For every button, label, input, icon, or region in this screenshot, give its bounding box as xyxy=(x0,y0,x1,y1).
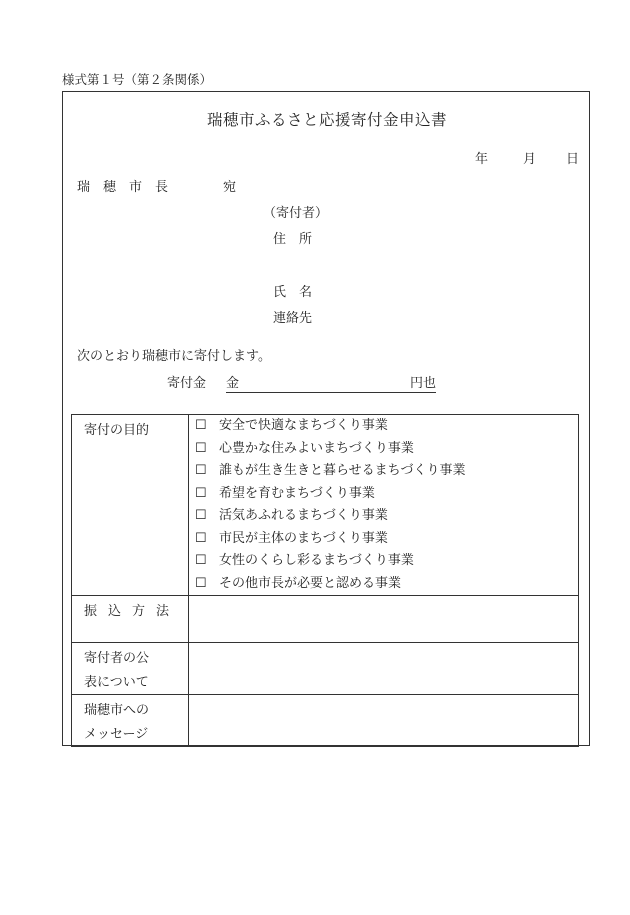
purpose-label: 誰もが生き生きと暮らせるまちづくり事業 xyxy=(219,463,466,478)
purpose-item[interactable] xyxy=(189,460,578,483)
transfer-row xyxy=(72,596,579,643)
message-header-line2: メッセージ xyxy=(84,726,149,742)
form-title: 瑞穂市ふるさと応援寄付金申込書 xyxy=(206,111,447,129)
purpose-row xyxy=(72,415,579,596)
publication-header-cell xyxy=(72,643,189,695)
details-table xyxy=(71,414,579,747)
checkbox[interactable]: ☐ xyxy=(195,508,207,523)
amount-field[interactable] xyxy=(226,372,436,393)
purpose-label: 市民が主体のまちづくり事業 xyxy=(219,530,388,546)
message-header-cell xyxy=(72,695,189,747)
amount-label: 寄付金 xyxy=(167,376,207,391)
purpose-label: その他市長が必要と認める事業 xyxy=(219,575,402,591)
addressee-suffix: 宛 xyxy=(223,180,237,195)
form-frame xyxy=(62,91,590,746)
purpose-label: 活気あふれるまちづくり事業 xyxy=(219,508,388,523)
purpose-item[interactable] xyxy=(189,550,578,573)
purpose-label: 心豊かな住みよいまちづくり事業 xyxy=(219,440,414,456)
checkbox[interactable]: ☐ xyxy=(195,575,207,591)
purpose-label: 女性のくらし彩るまちづくり事業 xyxy=(219,553,414,568)
intro-text: 次のとおり瑞穂市に寄付します。 xyxy=(77,349,271,364)
contact-label: 連絡先 xyxy=(273,311,313,326)
checkbox[interactable]: ☐ xyxy=(195,440,207,456)
purpose-header: 寄付の目的 xyxy=(84,423,150,438)
publication-header-line1: 寄付者の公 xyxy=(84,651,150,666)
transfer-header-cell xyxy=(72,596,189,643)
purpose-header-cell xyxy=(72,415,189,596)
purpose-label: 安全で快適なまちづくり事業 xyxy=(219,418,388,433)
message-header-line1: 瑞穂市への xyxy=(84,703,150,718)
checkbox[interactable]: ☐ xyxy=(195,463,207,478)
purpose-item[interactable] xyxy=(189,483,578,506)
purpose-options-cell xyxy=(189,415,579,596)
date-day: 日 xyxy=(566,152,580,167)
purpose-label: 希望を育むまちづくり事業 xyxy=(219,485,375,501)
date-year: 年 xyxy=(475,152,489,167)
purpose-item[interactable] xyxy=(189,415,578,438)
address-label: 住所 xyxy=(273,232,326,247)
amount-suffix: 円也 xyxy=(409,376,436,391)
publication-field[interactable] xyxy=(189,643,579,695)
checkbox[interactable]: ☐ xyxy=(195,418,207,433)
publication-row xyxy=(72,643,579,695)
donor-heading: （寄付者） xyxy=(263,206,329,221)
message-row xyxy=(72,695,579,747)
addressee: 瑞穂市長 xyxy=(77,180,182,195)
purpose-item[interactable] xyxy=(189,528,578,551)
transfer-header: 振込方法 xyxy=(84,604,181,619)
date-month: 月 xyxy=(523,152,537,167)
checkbox[interactable]: ☐ xyxy=(195,553,207,568)
checkbox[interactable]: ☐ xyxy=(195,530,207,546)
checkbox[interactable]: ☐ xyxy=(195,485,207,501)
publication-header-line2: 表について xyxy=(84,674,149,690)
purpose-item[interactable] xyxy=(189,505,578,528)
message-field[interactable] xyxy=(189,695,579,747)
transfer-method-field[interactable] xyxy=(189,596,579,643)
amount-prefix: 金 xyxy=(226,376,240,391)
name-label: 氏名 xyxy=(273,285,326,300)
purpose-item[interactable] xyxy=(189,438,578,461)
form-number: 様式第１号（第２条関係） xyxy=(62,72,213,87)
purpose-item[interactable] xyxy=(189,573,578,596)
